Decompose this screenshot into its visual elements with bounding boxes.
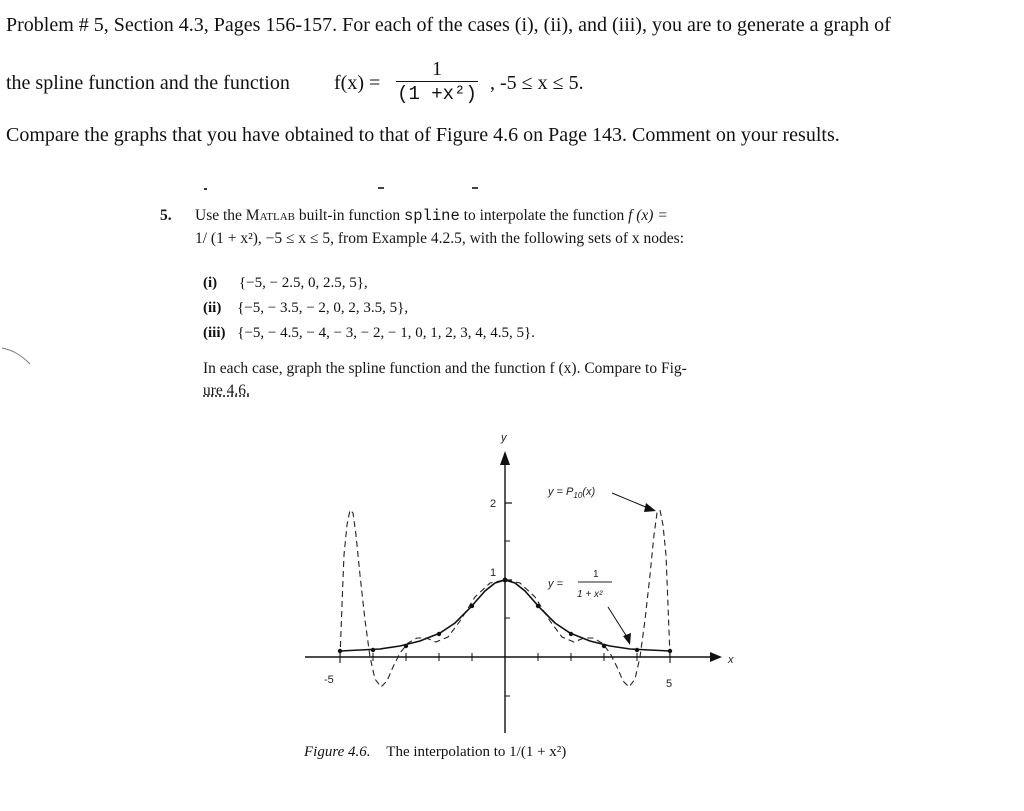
caption-text: The interpolation to 1/(1 + x²) xyxy=(386,744,567,760)
f-label: y = xyxy=(548,578,563,590)
f-label-num: 1 xyxy=(593,569,599,580)
exercise-line-2: 1/ (1 + x²), −5 ≤ x ≤ 5, from Example 4.2.5, with the following sets of x nodes: xyxy=(195,230,685,247)
problem-line-1: Problem # 5, Section 4.3, Pages 156-157. For each of the cases (i), (ii), and (iii), you are to generate a graph of xyxy=(6,14,891,36)
interp-node xyxy=(635,648,639,652)
closing-line-1: In each case, graph the spline function and the function f (x). Compare to Fig- xyxy=(203,360,687,377)
y-axis-arrow-icon xyxy=(500,451,510,465)
f-pointer-line xyxy=(608,607,627,637)
p10-pointer-line xyxy=(612,493,648,508)
fx-text: f (x) = xyxy=(628,207,668,224)
interp-node xyxy=(503,578,508,583)
x-axis-label: x xyxy=(728,654,734,666)
exercise-line-1 xyxy=(195,207,668,225)
p10-pointer-arrow-icon xyxy=(644,503,656,512)
domain-text: , -5 ≤ x ≤ 5. xyxy=(490,72,584,94)
code-spline: spline xyxy=(403,207,460,225)
figure-4-6 xyxy=(290,425,750,745)
interp-node xyxy=(602,644,606,648)
case-set: {−5, − 3.5, − 2, 0, 2, 3.5, 5}, xyxy=(237,300,409,316)
p10-label-arg: (x) xyxy=(582,486,596,498)
matlab-word: Matlab xyxy=(245,207,296,224)
case-set: {−5, − 2.5, 0, 2.5, 5}, xyxy=(238,275,368,291)
scan-speck xyxy=(472,187,478,189)
interp-node xyxy=(338,649,342,653)
interp-node xyxy=(569,632,573,636)
tick-label-2: 2 xyxy=(490,498,497,510)
text-span: Use the xyxy=(195,207,242,224)
closing-line-2: ure 4.6. xyxy=(203,382,250,399)
p10-label-main: y = P xyxy=(548,486,574,498)
case-label: (iii) xyxy=(203,325,226,341)
interp-node xyxy=(437,632,441,636)
scan-speck xyxy=(378,187,384,189)
scan-mark xyxy=(0,340,40,370)
problem-line-3: Compare the graphs that you have obtained to that of Figure 4.6 on Page 143. Comment on your results. xyxy=(6,124,840,146)
p10-label xyxy=(547,486,595,500)
interp-node xyxy=(668,649,672,653)
p10-label-sub: 10 xyxy=(573,491,583,500)
case-label: (ii) xyxy=(203,300,222,316)
figure-caption xyxy=(304,744,566,761)
y-axis-label: y xyxy=(501,432,507,444)
case-set: {−5, − 4.5, − 4, − 3, − 2, − 1, 0, 1, 2, 3, 4, 4.5, 5}. xyxy=(237,325,535,341)
fraction-denominator: (1 +x²) xyxy=(397,83,477,105)
case-i xyxy=(203,275,368,292)
tick-label-neg5: -5 xyxy=(324,674,334,686)
fx-label: f(x) = xyxy=(334,72,381,94)
f-pointer-arrow-icon xyxy=(623,633,631,645)
scan-speck xyxy=(204,188,207,190)
text-span: to interpolate the function xyxy=(463,207,625,224)
tick-label-5: 5 xyxy=(666,678,673,690)
text-span: built-in function xyxy=(298,207,401,224)
fraction-numerator: 1 xyxy=(432,58,442,80)
case-label: (i) xyxy=(203,275,218,291)
problem-fraction xyxy=(396,58,478,106)
case-ii xyxy=(203,300,408,317)
case-iii xyxy=(203,325,535,342)
interp-node xyxy=(404,644,408,648)
tick-label-1: 1 xyxy=(490,567,497,579)
problem-line-2-prefix: the spline function and the function xyxy=(6,72,290,94)
interp-node xyxy=(470,604,474,608)
f-label-den: 1 + x² xyxy=(577,589,603,600)
interp-node xyxy=(371,648,375,652)
caption-label: Figure 4.6. xyxy=(304,744,371,760)
interp-node xyxy=(536,604,540,608)
x-axis-arrow-icon xyxy=(710,652,722,662)
exercise-number: 5. xyxy=(160,207,172,224)
